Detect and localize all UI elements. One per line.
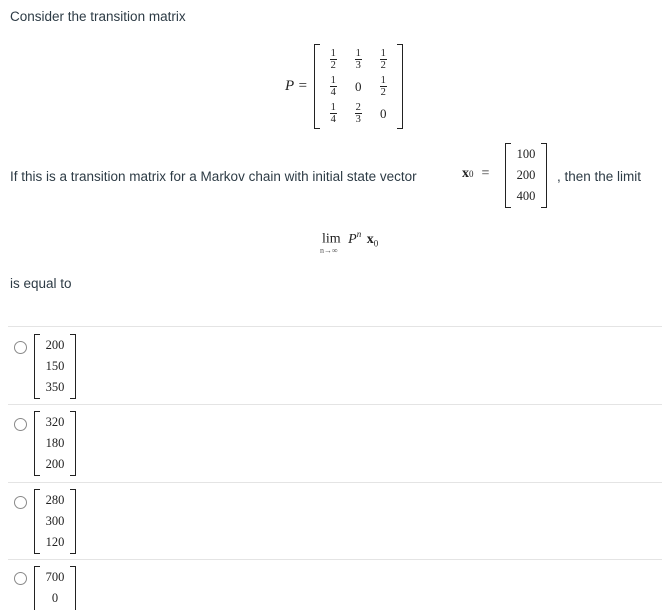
limit-power: n: [356, 229, 362, 239]
denominator: 3: [355, 114, 361, 125]
fraction: [380, 75, 387, 98]
option-entry: 200: [45, 457, 65, 471]
denominator: 3: [355, 60, 361, 71]
fraction: [330, 75, 337, 98]
option-entry: 350: [45, 380, 65, 394]
option-entry: 300: [45, 514, 65, 528]
question-sentence: If this is a transition matrix for a Markov chain with initial state vector: [10, 169, 417, 184]
numerator: 1: [380, 75, 386, 86]
fraction: [330, 48, 337, 71]
option-vector: [34, 334, 76, 404]
option-vector: [34, 566, 76, 615]
denominator: 2: [380, 60, 386, 71]
radio-button[interactable]: [14, 418, 27, 431]
radio-button[interactable]: [14, 341, 27, 354]
matrix-entry: [321, 100, 346, 127]
option-entry: 150: [45, 359, 65, 373]
x0-entry: 400: [516, 189, 536, 203]
fraction: [380, 48, 387, 71]
matrix-entry: 0: [380, 105, 387, 121]
matrix-entry: [346, 46, 371, 73]
option-entry: 180: [45, 436, 65, 450]
option-divider: [8, 482, 662, 483]
option-entry: 120: [45, 535, 65, 549]
question-conclusion: is equal to: [10, 276, 72, 291]
limit-label: lim: [322, 231, 341, 247]
limit-vector: x: [366, 231, 374, 247]
fraction: [330, 102, 337, 125]
option-divider: [8, 326, 662, 327]
matrix-entry: [346, 100, 371, 127]
option-entry: 280: [45, 493, 65, 507]
option-divider: [8, 559, 662, 560]
option-entry: 320: [45, 415, 65, 429]
numerator: 1: [330, 75, 336, 86]
denominator: 2: [380, 87, 386, 98]
x0-subscript: 0: [469, 169, 474, 179]
right-bracket: [397, 44, 403, 129]
fraction: [355, 48, 362, 71]
option-vector: [34, 411, 76, 481]
sentence-ending: , then the limit: [557, 169, 642, 184]
option-entry: 700: [45, 570, 65, 584]
denominator: 4: [330, 87, 336, 98]
matrix-entry: [321, 46, 346, 73]
option-entry: 0: [51, 591, 59, 605]
limit-subscript: n→∞: [320, 246, 338, 255]
denominator: 4: [330, 114, 336, 125]
fraction: [355, 102, 362, 125]
matrix-entry: [371, 73, 396, 100]
radio-button[interactable]: [14, 572, 27, 585]
option-vector: [34, 489, 76, 559]
initial-state-vector: [505, 143, 547, 213]
numerator: 1: [380, 48, 386, 59]
numerator: 2: [355, 102, 361, 113]
numerator: 1: [355, 48, 361, 59]
numerator: 1: [330, 102, 336, 113]
numerator: 1: [330, 48, 336, 59]
matrix-symbol: P =: [285, 78, 308, 94]
x0-label: [462, 166, 489, 182]
transition-matrix: [285, 44, 403, 129]
matrix-entry: [321, 73, 346, 100]
equals-sign: =: [481, 166, 490, 181]
denominator: 2: [330, 60, 336, 71]
question-intro: Consider the transition matrix: [10, 9, 186, 24]
option-entry: 200: [45, 338, 65, 352]
x0-entry: 100: [516, 147, 536, 161]
radio-button[interactable]: [14, 496, 27, 509]
matrix-grid: [320, 44, 397, 129]
matrix-entry: 0: [355, 78, 362, 94]
limit-matrix: P: [348, 231, 357, 247]
x0-symbol: x: [462, 166, 469, 181]
x0-entry: 200: [516, 168, 536, 182]
limit-vector-subscript: 0: [373, 238, 379, 249]
matrix-entry: [371, 46, 396, 73]
option-divider: [8, 404, 662, 405]
